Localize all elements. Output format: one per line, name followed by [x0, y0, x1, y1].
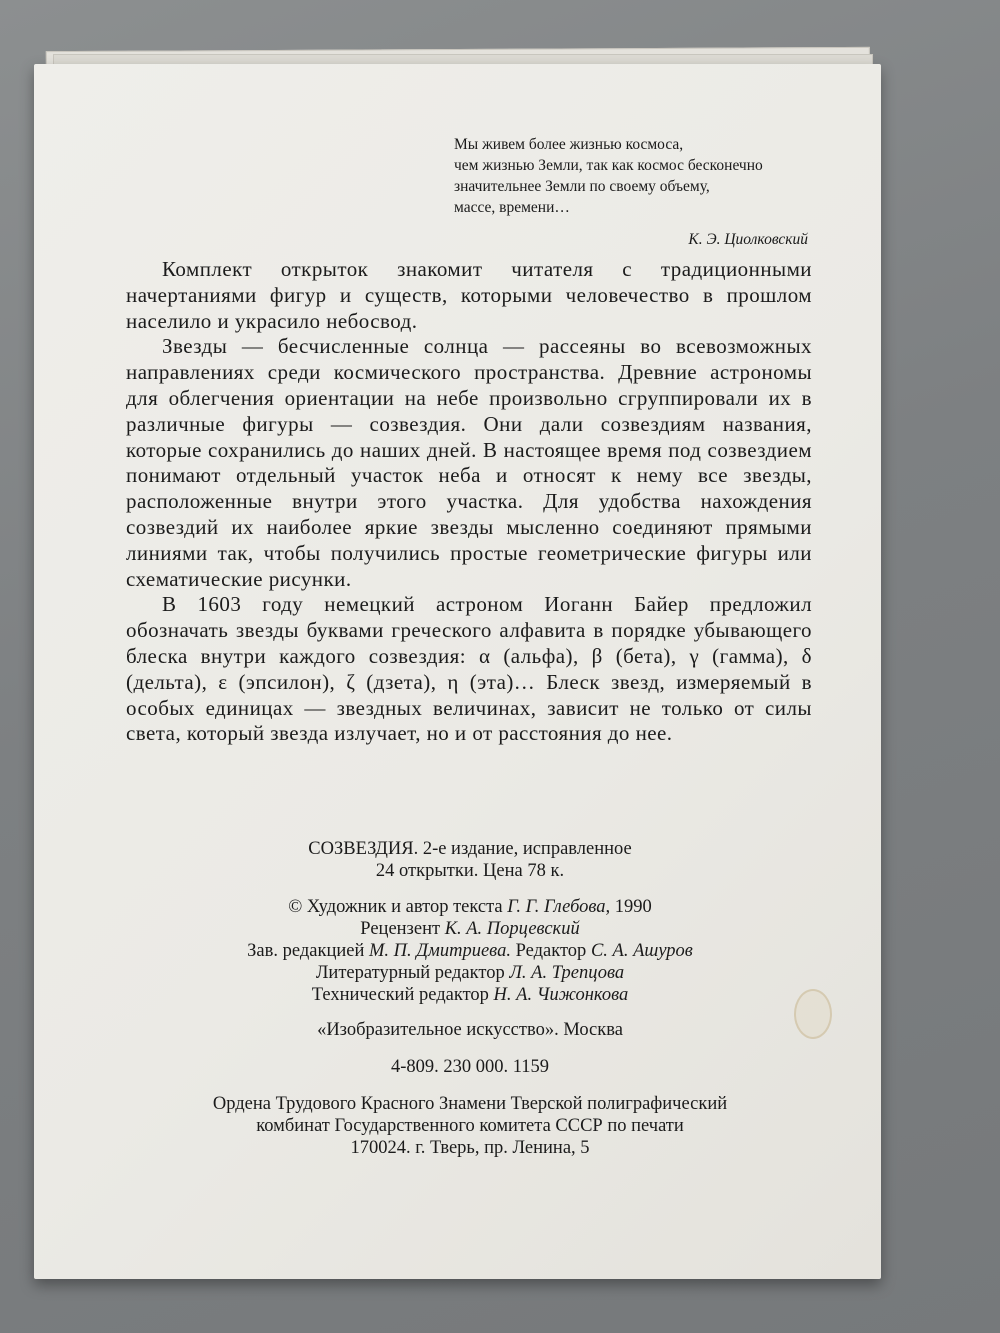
epigraph-line: чем жизнью Земли, так как космос бесконечно	[454, 157, 763, 174]
epigraph	[454, 134, 814, 250]
head-label: Зав. редакцией	[247, 941, 365, 961]
intro-paragraph: Звезды — бесчисленные солнца — рассеяны во всевозможных направлениях среди космического пространства. Древние астрономы для облегчения ориентации на небе произвольно сгруппировали их в различные фигуры — созвездия. Они дали созвездиям названия, которые сохранились до наших дней. В настоящее время под созвездием понимают отдельный участок неба и относят к нему все звезды, расположенные внутри этого участка. Для удобства нахождения созвездий их наиболее яркие звезды мысленно соединяют прямыми линиями так, чтобы получились простые геометрические фигуры или схематические рисунки.	[126, 334, 812, 591]
intro-text	[126, 257, 812, 747]
reviewer-name: К. А. Порцевский	[444, 919, 580, 939]
printer-line: Ордена Трудового Красного Знамени Тверской полиграфический	[212, 1094, 728, 1114]
tech-editor-line	[120, 984, 820, 1006]
edition-info: . 2-е издание, исправленное	[413, 839, 632, 859]
lit-editor-label: Литературный редактор	[315, 963, 505, 983]
reviewer-label: Рецензент	[360, 919, 441, 939]
epigraph-line: значительнее Земли по своему объему,	[454, 178, 710, 195]
artist-name: Г. Г. Глебова,	[507, 897, 611, 917]
artist-year: 1990	[614, 897, 652, 917]
epigraph-line: массе, времени…	[454, 199, 570, 216]
lit-editor-line	[120, 962, 820, 984]
head-name: М. П. Дмитриева.	[369, 941, 511, 961]
printer-line: 170024. г. Тверь, пр. Ленина, 5	[350, 1138, 590, 1158]
artist-line	[120, 896, 820, 918]
intro-paragraph: В 1603 году немецкий астроном Иоганн Байер предложил обозначать звезды буквами греческого алфавита в порядке убывающего блеска внутри каждого созвездия: α (альфа), β (бета), γ (гамма), δ (дельта), ε (эпсилон), ζ (дзета), η (эта)… Блеск звезд, измеряемый в особых единицах — звездных величинах, зависит не только от силы света, который звезда излучает, но и от расстояния до нее.	[126, 592, 812, 746]
editor-label: Редактор	[515, 941, 587, 961]
lit-editor-name: Л. А. Трепцова	[509, 963, 625, 983]
set-info: 24 открытки. Цена 78 к.	[375, 861, 565, 881]
epigraph-line: Мы живем более жизнью космоса,	[454, 136, 684, 153]
tech-editor-label: Технический редактор	[311, 985, 489, 1005]
reviewer-line	[120, 918, 820, 940]
intro-paragraph: Комплект открыток знакомит читателя с традиционными начертаниями фигур и существ, которыми человечество в прошлом населило и украсило небосвод.	[126, 257, 812, 333]
tech-editor-name: Н. А. Чижонкова	[493, 985, 629, 1005]
publisher: «Изобразительное искусство». Москва	[317, 1020, 623, 1040]
imprint-block	[120, 838, 820, 1159]
editors-line	[120, 940, 820, 962]
artist-label: © Художник и автор текста	[288, 897, 503, 917]
set-title: СОЗВЕЗДИЯ	[308, 839, 414, 859]
catalog-code: 4-809. 230 000. 1159	[390, 1057, 550, 1077]
edition-line	[120, 838, 820, 860]
editor-name: С. А. Ашуров	[590, 941, 693, 961]
printer-line: комбинат Государственного комитета СССР по печати	[256, 1116, 684, 1136]
epigraph-author: К. Э. Циолковский	[688, 231, 808, 248]
